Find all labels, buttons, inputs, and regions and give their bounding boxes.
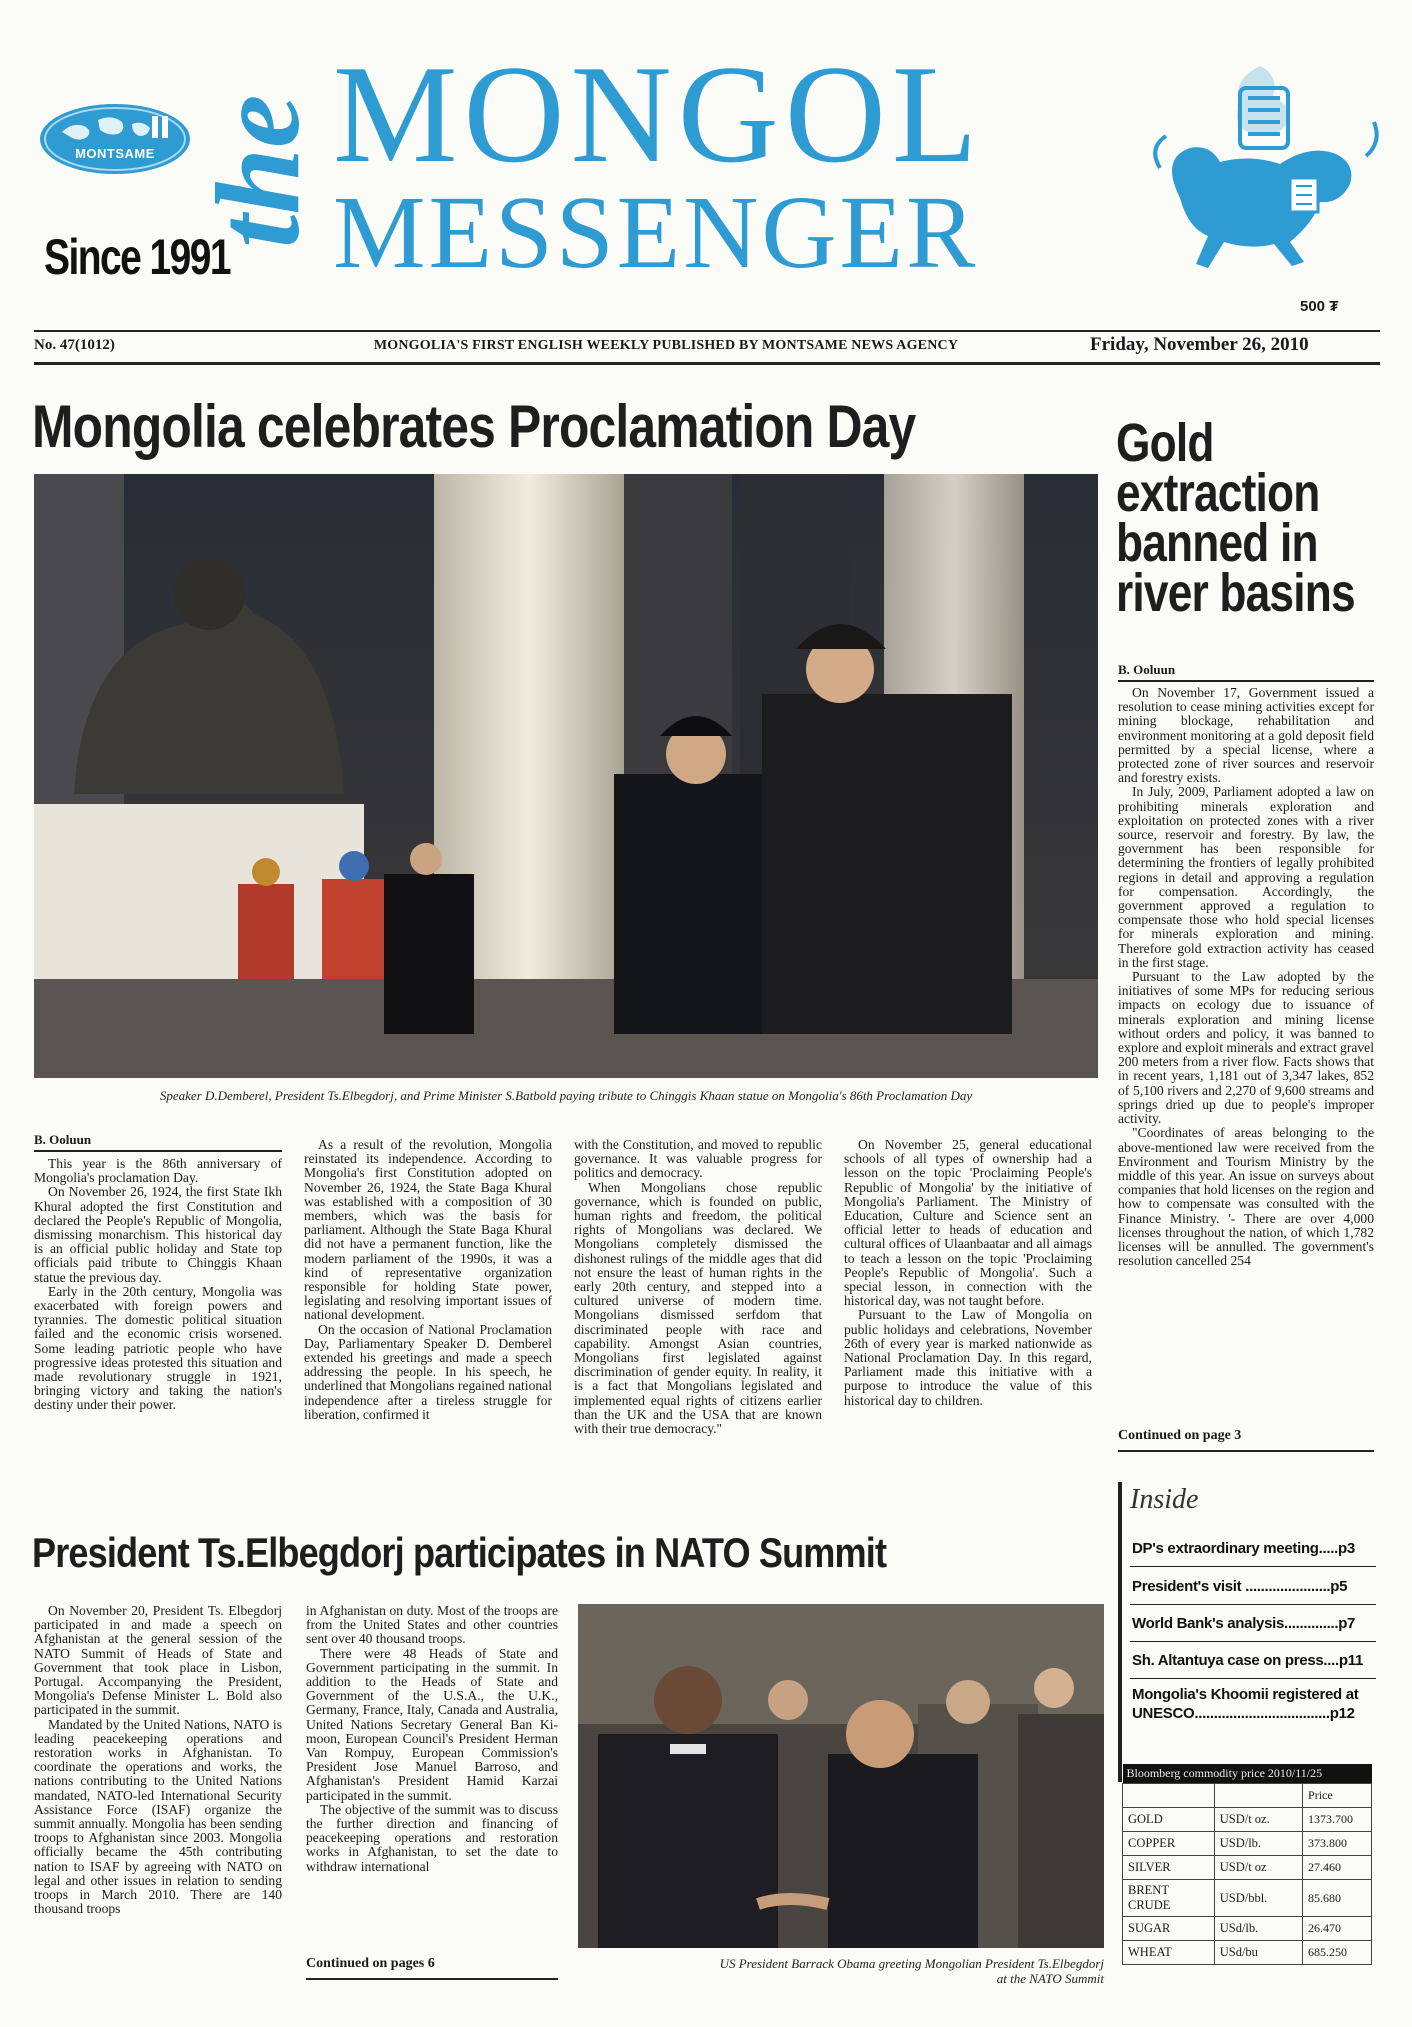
inside-title: Inside (1130, 1484, 1199, 1515)
commodity-price: 373.800 (1303, 1832, 1372, 1856)
issue-number: No. 47(1012) (34, 337, 115, 353)
gold-column (1118, 686, 1374, 1418)
gold-headline-line: river basins (1116, 563, 1355, 623)
table-row (1123, 1856, 1372, 1880)
tagline: MONGOLIA'S FIRST ENGLISH WEEKLY PUBLISHED BY MONTSAME NEWS AGENCY (373, 338, 959, 353)
lead-col3-p2: When Mongolians chose republic governance, which is founded on public, human rights and freedom, the political rights of Mongolians was declared. We Mongolians completely dismissed the dishonest rulings of the middle ages that did not ensure the least of human rights in the early 20th century, and stepped into a cultured universe of modern time. Mongolians dismissed serfdom that discriminated people with race and capability. Amongst Asian countries, Mongolians first legislated against discrimination of gender equity. In reality, it is a fact that Mongolians legislated and implemented equal rights of citizens earlier than the UK and the USA that are known with their true democracy." (574, 1179, 822, 1437)
lead-column-3 (574, 1138, 822, 1492)
inside-divider (1130, 1641, 1376, 1642)
commodity-price: 85.680 (1303, 1880, 1372, 1917)
commodity-unit: USd/lb. (1214, 1917, 1302, 1941)
lead-col2-p1: As a result of the revolution, Mongolia reinstated its independence. According to Mongolia's first Constitution adopted on November 26, 1924, the State Baga Khural was established with a composition of 30 members, which was the basis for parliament. Although the State Baga Khural did not have a permanent function, like the modern parliament of the 1990s, it was a kind of representative organization responsible for holding State power, legislating and resolving important issues of national development. (304, 1138, 552, 1323)
gold-headline-line: Gold (1116, 413, 1214, 473)
inside-item[interactable]: World Bank's analysis..............p7 (1132, 1615, 1356, 1632)
lead-col1-p3: Early in the 20th century, Mongolia was exacerbated with foreign powers and tyrannies. The domestic political situation failed and the economic crisis worsened. Some leading patriotic people who have progressive ideas protested this situation and made revolutionary struggle in 1921, bringing victory and taking the nation's destiny under their power. (34, 1283, 282, 1413)
inside-divider (1130, 1604, 1376, 1605)
masthead-rule-bottom (34, 362, 1380, 365)
montsame-logo-text: MONTSAME (75, 146, 155, 161)
commodity-name: GOLD (1123, 1808, 1215, 1832)
inside-item[interactable]: DP's extraordinary meeting.....p3 (1132, 1540, 1355, 1557)
commodity-table-title-row (1123, 1764, 1372, 1784)
commodity-name: COPPER (1123, 1832, 1215, 1856)
nato-col1-p2: Mandated by the United Nations, NATO is leading peacekeeping operations and restoration works in Afghanistan. To coordinate the operations and works, the nations contributing to the United Nations mandated, NATO-led International Security Assistance Force (ISAF) organize the summit annually. Mongolia has been sending troops to Afghanistan since 2003. Mongolia officially became the 45th contributing nation to ISAF by agreeing with NATO on legal and other issues in relation to sending troops in March 2010. There are 140 thousand troops (34, 1716, 282, 1917)
gold-headline-line: banned in (1116, 513, 1318, 573)
table-row (1123, 1941, 1372, 1965)
inside-item[interactable]: Mongolia's Khoomii registered at (1132, 1686, 1359, 1703)
nato-col2-p2: There were 48 Heads of State and Government participating in the summit. In addition to the Heads of State and Government of the U.S.A., the U.K., Germany, France, Italy, Canada and Australia, United Nations Secretary General Ban Ki-moon, European Council's President Herman Van Rompuy, European Commission's President Jose Manuel Barroso, and Afghanistan's President Hamid Karzai participated in the summit. (306, 1645, 558, 1803)
table-row (1123, 1917, 1372, 1941)
gold-byline-rule (1118, 680, 1374, 682)
gold-headline-line: extraction (1116, 463, 1320, 523)
horse-emblem-icon (1140, 58, 1386, 268)
commodity-unit: USD/bbl. (1214, 1880, 1302, 1917)
commodity-unit: USD/t oz (1214, 1856, 1302, 1880)
lead-photo (34, 474, 1098, 1078)
commodity-header-empty (1214, 1784, 1302, 1808)
nato-caption-line: at the NATO Summit (996, 1971, 1104, 1986)
since-year: Since 1991 (44, 229, 231, 285)
table-row (1123, 1808, 1372, 1832)
issue-price: 500 ₮ (1300, 298, 1339, 315)
montsame-logo (40, 104, 190, 174)
commodity-name: WHEAT (1123, 1941, 1215, 1965)
nato-photo (578, 1604, 1104, 1948)
inside-item[interactable]: UNESCO...................................p12 (1132, 1705, 1355, 1722)
nato-caption-line: US President Barrack Obama greeting Mongolian President Ts.Elbegdorj (719, 1956, 1104, 1971)
commodity-price: 685.250 (1303, 1941, 1372, 1965)
table-row (1123, 1880, 1372, 1917)
nato-col1-p1: On November 20, President Ts. Elbegdorj participated in and made a speech on Afghanistan at the general session of the NATO Summit of Heads of State and Government that took place in Lisbon, Portugal. Accompanying the President, Mongolia's Defense Minister L. Bold also participated in the summit. (34, 1604, 282, 1718)
inside-divider (1130, 1678, 1376, 1679)
nato-continued-rule (306, 1978, 558, 1980)
commodity-price-header: Price (1303, 1784, 1372, 1808)
lead-col1-p2: On November 26, 1924, the first State Ikh Khural adopted the first Constitution and declared the People's Republic of Mongolia, dismissing monarchism. This historical day is an official public holiday and State top officials paid tribute to Chinggis Khaan statue the previous day. (34, 1184, 282, 1285)
inside-item[interactable]: Sh. Altantuya case on press....p11 (1132, 1652, 1364, 1669)
commodity-price: 27.460 (1303, 1856, 1372, 1880)
lead-photo-caption: Speaker D.Demberel, President Ts.Elbegdorj, and Prime Minister S.Batbold paying tribute to Chinggis Khaan statue on Mongolia's 86th Proclamation Day (159, 1088, 973, 1103)
lead-byline: B. Ooluun (34, 1132, 92, 1147)
table-row (1123, 1832, 1372, 1856)
gold-p4: "Coordinates of areas belonging to the above-mentioned law were received from the Environment and Tourism Ministry by the middle of this year. An issue on surveys about companies that hold licenses on the region and how to compensate was consulted with the Finance Ministry. '- There are over 4,000 licenses throughout the nation, of which 1,782 licenses will be annulled. The government's resolution cancelled 254 (1118, 1125, 1374, 1269)
nato-continued-link[interactable]: Continued on pages 6 (306, 1956, 435, 1971)
gold-p3: Pursuant to the Law adopted by the initiatives of some MPs for reducing serious impacts on ecology due to issuance of minerals exploration and mining license without orders and policy, it was banned to explore and exploit minerals and extract gravel 200 meters from a river flow. Facts shows that in recent years, 1,181 out of 3,347 lakes, 852 of 5,100 rivers and 2,270 of 9,600 streams and springs dried up due to people's improper activity. (1118, 969, 1374, 1127)
commodity-name: BRENT CRUDE (1123, 1880, 1215, 1917)
lead-headline: Mongolia celebrates Proclamation Day (32, 393, 916, 460)
masthead-rule (34, 330, 1380, 332)
lead-column-2 (304, 1138, 552, 1492)
gold-continued-link[interactable]: Continued on page 3 (1118, 1428, 1242, 1443)
nato-column-1 (34, 1604, 282, 2014)
nato-col2-p3: The objective of the summit was to discuss the further direction and financing of peacekeeping operations and restoration works in Afghanistan, to set the date to withdraw international (306, 1801, 558, 1874)
commodity-price: 26.470 (1303, 1917, 1372, 1941)
gold-p1: On November 17, Government issued a resolution to cease mining activities except for mining blockage, rehabilitation and environment monitoring at a gold deposit field permitted by a special license, where a protected zone of river sources and reservoir and forestry exists. (1118, 686, 1374, 786)
commodity-table-header-row (1123, 1784, 1372, 1808)
byline-rule (34, 1150, 282, 1152)
lead-col4-p1: On November 25, general educational schools of all types of ownership had a lesson on the topic 'Proclaiming People's Republic of Mongolia' by the initiative of Mongolia's Parliament. The Ministry of Education, Culture and Science sent an official letter to heads of education and cultural offices of Ulaanbaatar and all aimags to teach a lesson on the topic 'Proclaiming People's Republic of Mongolia'. Such a special lesson, in connection with the historical day, was not taught before. (844, 1138, 1092, 1309)
lead-column-4 (844, 1138, 1092, 1478)
lead-col4-p2: Pursuant to the Law of Mongolia on public holidays and celebrations, November 26th of every year is marked nationwide as National Proclamation Day. In this regard, Parliament made this initiative with a purpose to introduce the value of this historical day to children. (844, 1307, 1092, 1408)
masthead-title-mongol: MONGOL (333, 37, 984, 192)
lead-column-1 (34, 1157, 282, 1487)
inside-item[interactable]: President's visit ......................p5 (1132, 1578, 1348, 1595)
gold-headline (1116, 413, 1355, 623)
gold-p2: In July, 2009, Parliament adopted a law on prohibiting minerals exploration and exploitation on protected zones with a river source, reservoir and forestry. By law, the government has been responsible for determining the frontiers of legally prohibited regions in detail and approving a regulation for compensation. Accordingly, the government approved a regulation to compensate those who hold special licenses for minerals exploration and mining. Therefore gold extraction activity has ceased in the first stage. (1118, 784, 1374, 970)
commodity-name: SUGAR (1123, 1917, 1215, 1941)
nato-photo-caption (578, 1956, 1104, 1986)
commodity-unit: USD/lb. (1214, 1832, 1302, 1856)
masthead-title-messenger: MESSENGER (333, 175, 979, 290)
commodity-unit: USd/bu (1214, 1941, 1302, 1965)
nato-headline: President Ts.Elbegdorj participates in NATO Summit (32, 1529, 887, 1576)
lead-col3-p1: with the Constitution, and moved to republic governance. It was valuable progress for politics and democracy. (574, 1138, 822, 1181)
commodity-unit: USD/t oz. (1214, 1808, 1302, 1832)
lead-col1-p1: This year is the 86th anniversary of Mongolia's proclamation Day. (34, 1157, 282, 1186)
masthead-the: the (191, 94, 324, 248)
inside-divider (1130, 1566, 1376, 1567)
commodity-price: 1373.700 (1303, 1808, 1372, 1832)
commodity-table-title: Bloomberg commodity price 2010/11/25 (1123, 1764, 1372, 1784)
commodity-price-table (1122, 1764, 1372, 1965)
nato-col2-p1: in Afghanistan on duty. Most of the troops are from the United States and other countries sent over 40 thousand troops. (306, 1604, 558, 1647)
nato-column-2 (306, 1604, 558, 1944)
issue-date: Friday, November 26, 2010 (1090, 334, 1309, 355)
lead-col2-p2: On the occasion of National Proclamation Day, Parliamentary Speaker D. Demberel extended his greetings and made a speech addressing the people. In his speech, he underlined that Mongolians regained national independence after a tireless struggle for liberation, confirmed it (304, 1321, 552, 1422)
commodity-name: SILVER (1123, 1856, 1215, 1880)
gold-continued-rule (1118, 1450, 1374, 1452)
gold-byline: B. Ooluun (1118, 662, 1176, 677)
commodity-header-empty (1123, 1784, 1215, 1808)
inside-bar (1118, 1482, 1122, 1782)
